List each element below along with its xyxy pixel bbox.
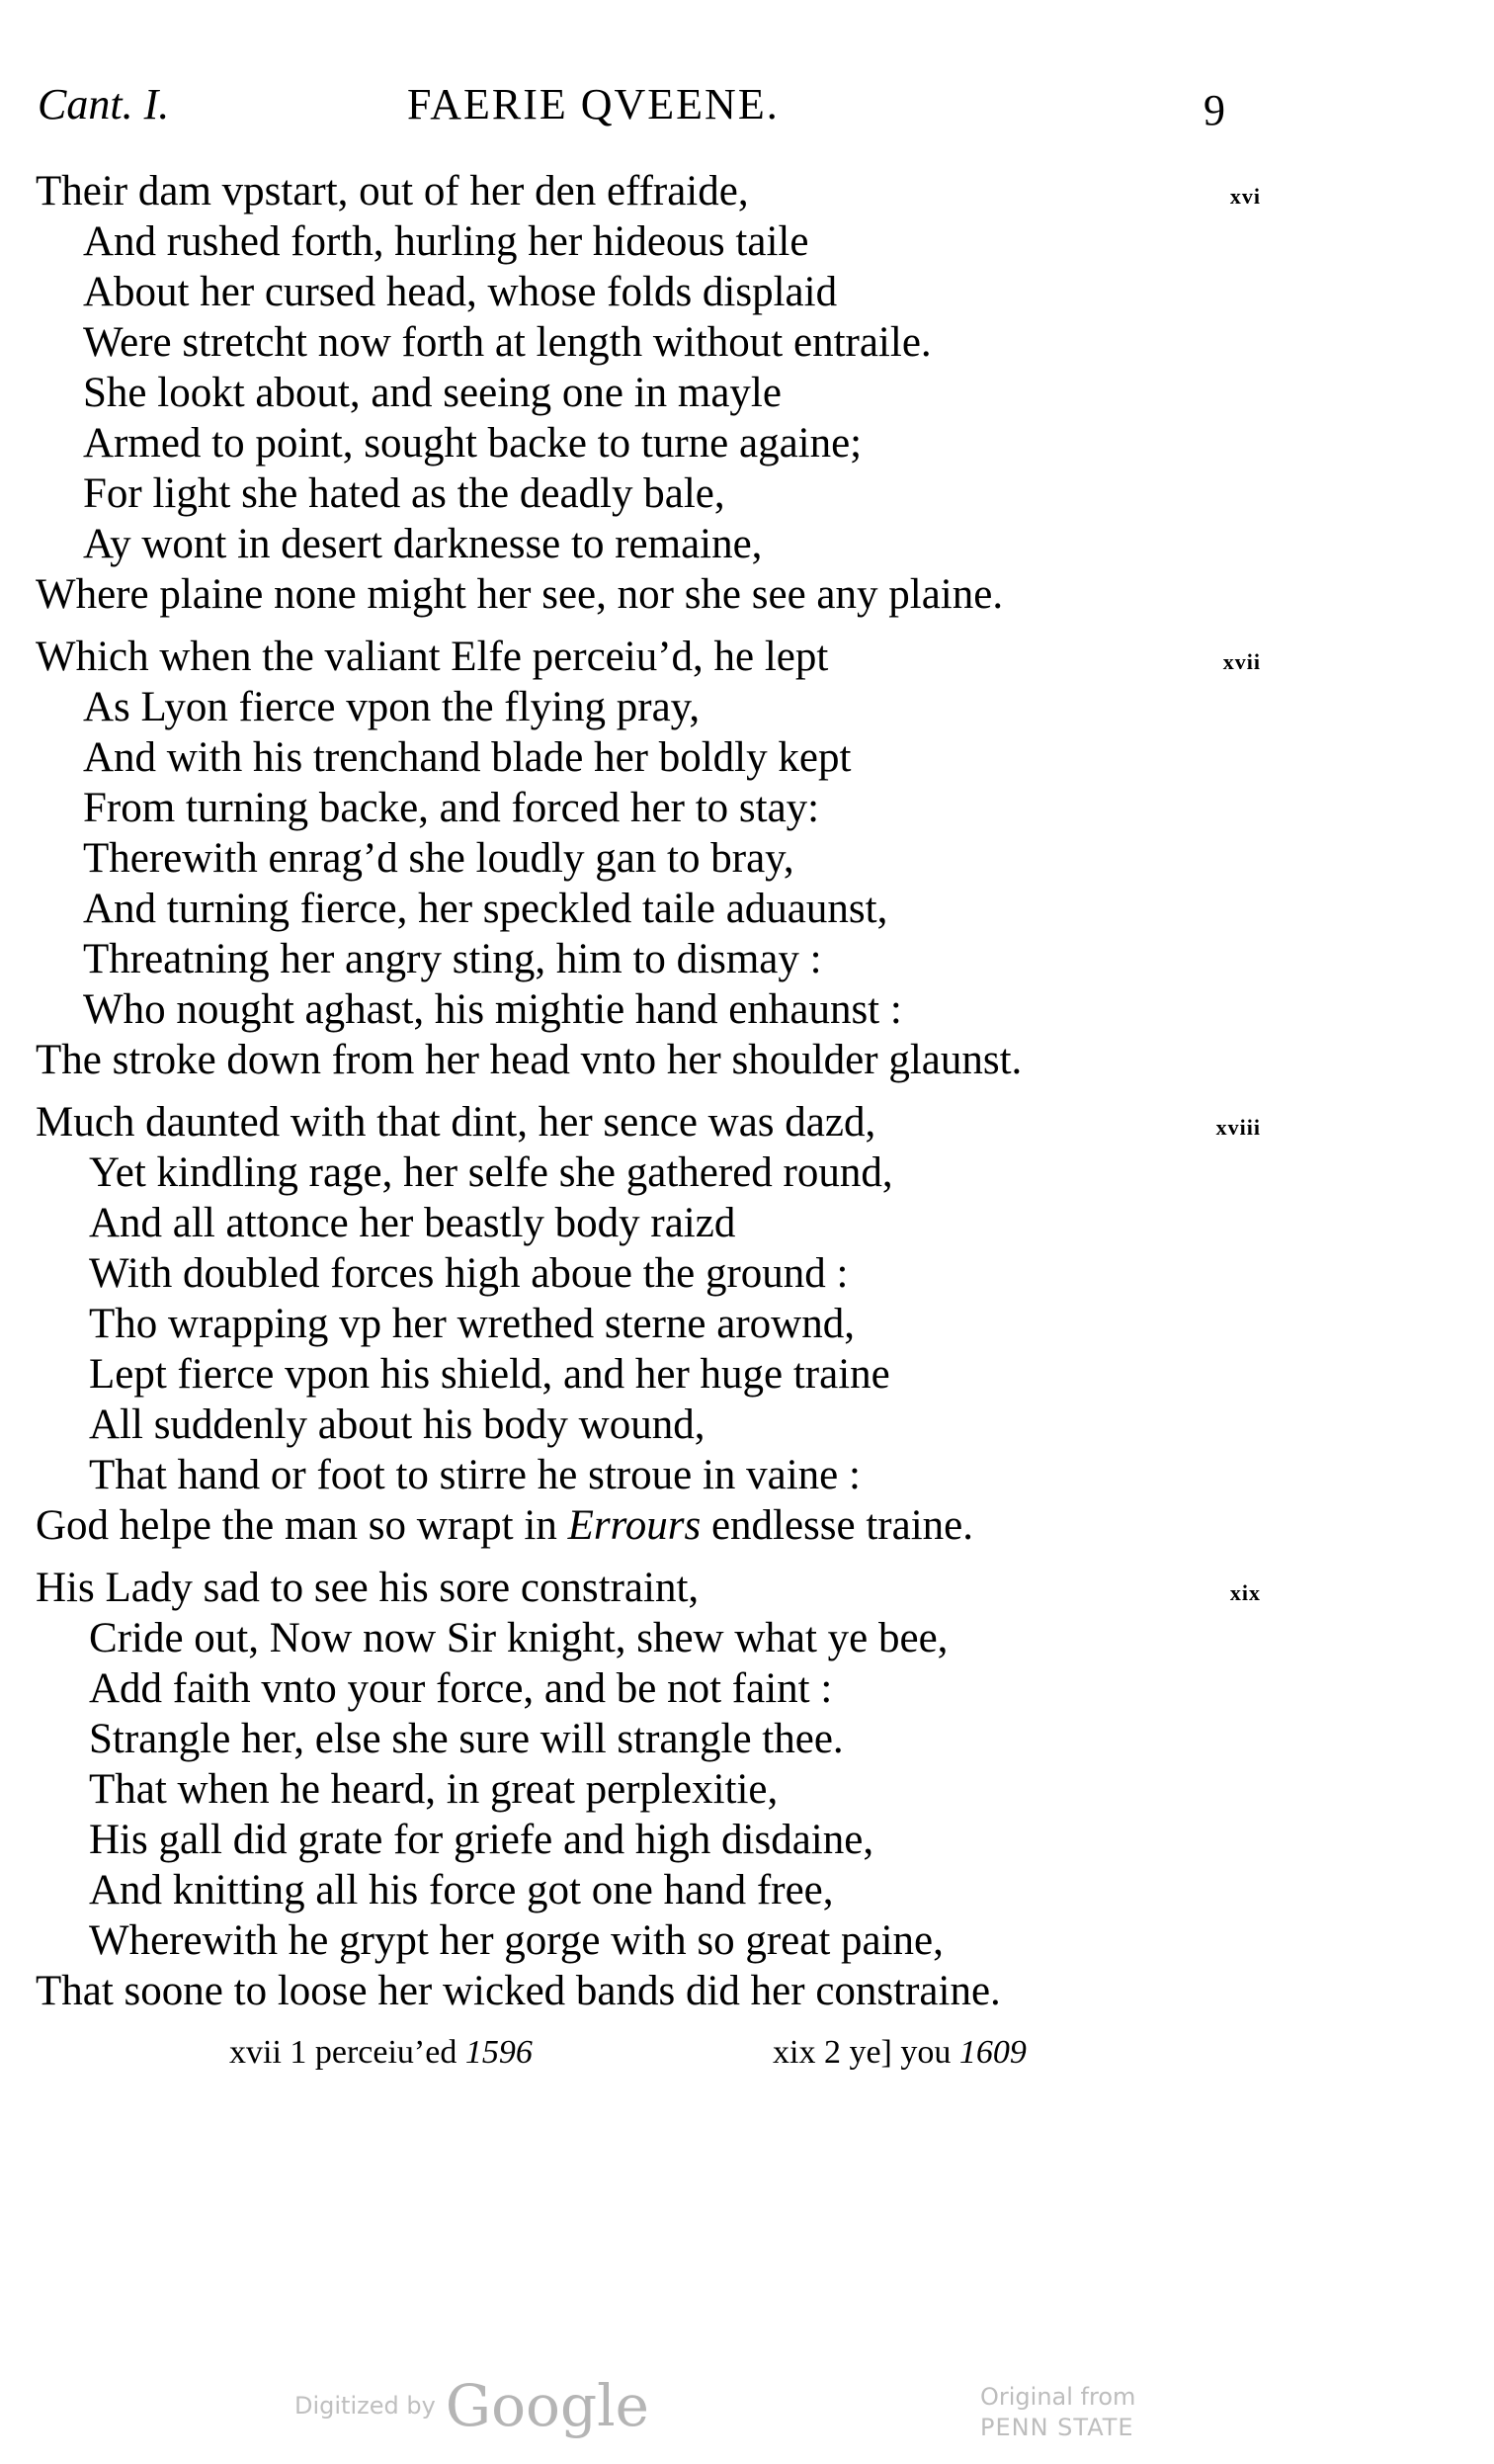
stanza-xvii (36, 632, 1261, 1085)
verse-line: That soone to loose her wicked bands did her constraine. (36, 1968, 1001, 2014)
textual-notes (0, 2034, 1494, 2082)
italic-word: Errours (567, 1502, 702, 1549)
note-year: 1596 (464, 2034, 533, 2071)
verse-line: Therewith enrag’d she loudly gan to bray, (83, 835, 794, 882)
verse-line: Ay wont in desert darknesse to remaine, (83, 521, 763, 567)
original-from-watermark (980, 2382, 1135, 2443)
verse-line-with-italic (36, 1500, 1261, 1551)
note-year: 1609 (958, 2034, 1027, 2071)
institution-label: PENN STATE (980, 2414, 1134, 2441)
verse-line: Yet kindling rage, her selfe she gathered round, (89, 1149, 893, 1196)
verse-line: Add faith vnto your force, and be not faint : (89, 1665, 833, 1712)
running-header (38, 79, 1253, 138)
textual-note (229, 2034, 533, 2072)
verse-line: Which when the valiant Elfe perceiu’d, he lept (36, 634, 829, 680)
verse-line: Strangle her, else she sure will strangle thee. (89, 1716, 844, 1762)
verse-line: For light she hated as the deadly bale, (83, 470, 725, 517)
stanza-number: xvii (1222, 649, 1261, 674)
google-logo: Google (445, 2372, 649, 2439)
book-title: FAERIE QVEENE. (407, 80, 780, 128)
verse-line: And turning fierce, her speckled taile aduaunst, (83, 886, 888, 932)
stanza-number: xvi (1229, 184, 1261, 209)
canto-label: Cant. I. (38, 80, 170, 128)
verse-line: His Lady sad to see his sore constraint, (36, 1565, 700, 1611)
verse-line: Who nought aghast, his mightie hand enhaunst : (83, 986, 902, 1033)
verse-line: As Lyon fierce vpon the flying pray, (83, 684, 701, 730)
digitized-by-label: Digitized by (294, 2392, 436, 2420)
poem-body (36, 166, 1261, 2028)
verse-line: All suddenly about his body wound, (89, 1402, 706, 1448)
verse-line: Threatning her angry sting, him to dismay : (83, 936, 822, 982)
digitized-by-watermark (294, 2372, 649, 2441)
verse-line: And rushed forth, hurling her hideous taile (83, 218, 809, 265)
verse-line: From turning backe, and forced her to stay: (83, 785, 820, 831)
note-text: xix 2 ye] you (773, 2034, 959, 2071)
verse-line: That hand or foot to stirre he stroue in vaine : (89, 1452, 861, 1498)
verse-line: Wherewith he grypt her gorge with so great paine, (89, 1917, 944, 1964)
verse-line: His gall did grate for griefe and high disdaine, (89, 1817, 874, 1863)
verse-text: God helpe the man so wrapt in (36, 1502, 568, 1549)
verse-line: Much daunted with that dint, her sence was dazd, (36, 1099, 876, 1146)
verse-line: About her cursed head, whose folds displaid (83, 269, 838, 315)
textual-note (773, 2034, 1027, 2072)
stanza-xix (36, 1563, 1261, 2016)
verse-line: Where plaine none might her see, nor she see any plaine. (36, 571, 1004, 618)
verse-line: And with his trenchand blade her boldly kept (83, 734, 852, 781)
verse-line: Armed to point, sought backe to turne againe; (83, 420, 863, 467)
verse-line: She lookt about, and seeing one in mayle (83, 370, 782, 416)
verse-text: endlesse traine. (701, 1502, 973, 1549)
verse-line: Were stretcht now forth at length without entraile. (83, 319, 932, 366)
original-from-label: Original from (980, 2383, 1136, 2411)
verse-line: Cride out, Now now Sir knight, shew what ye bee, (89, 1615, 949, 1661)
page-number: 9 (1204, 86, 1225, 134)
verse-line: Their dam vpstart, out of her den effraide, (36, 168, 749, 214)
stanza-xvi (36, 166, 1261, 620)
verse-line: Tho wrapping vp her wrethed sterne arownd, (89, 1301, 855, 1347)
verse-line: With doubled forces high aboue the ground : (89, 1250, 849, 1297)
verse-line: That when he heard, in great perplexitie, (89, 1766, 779, 1813)
stanza-xviii (36, 1097, 1261, 1551)
verse-line: Lept fierce vpon his shield, and her huge traine (89, 1351, 890, 1398)
verse-line: And all attonce her beastly body raizd (89, 1200, 736, 1246)
note-text: xvii 1 perceiu’ed (229, 2034, 465, 2071)
verse-line: The stroke down from her head vnto her shoulder glaunst. (36, 1037, 1023, 1083)
stanza-number: xix (1229, 1580, 1261, 1605)
stanza-number: xviii (1215, 1115, 1261, 1140)
verse-line: And knitting all his force got one hand free, (89, 1867, 834, 1913)
